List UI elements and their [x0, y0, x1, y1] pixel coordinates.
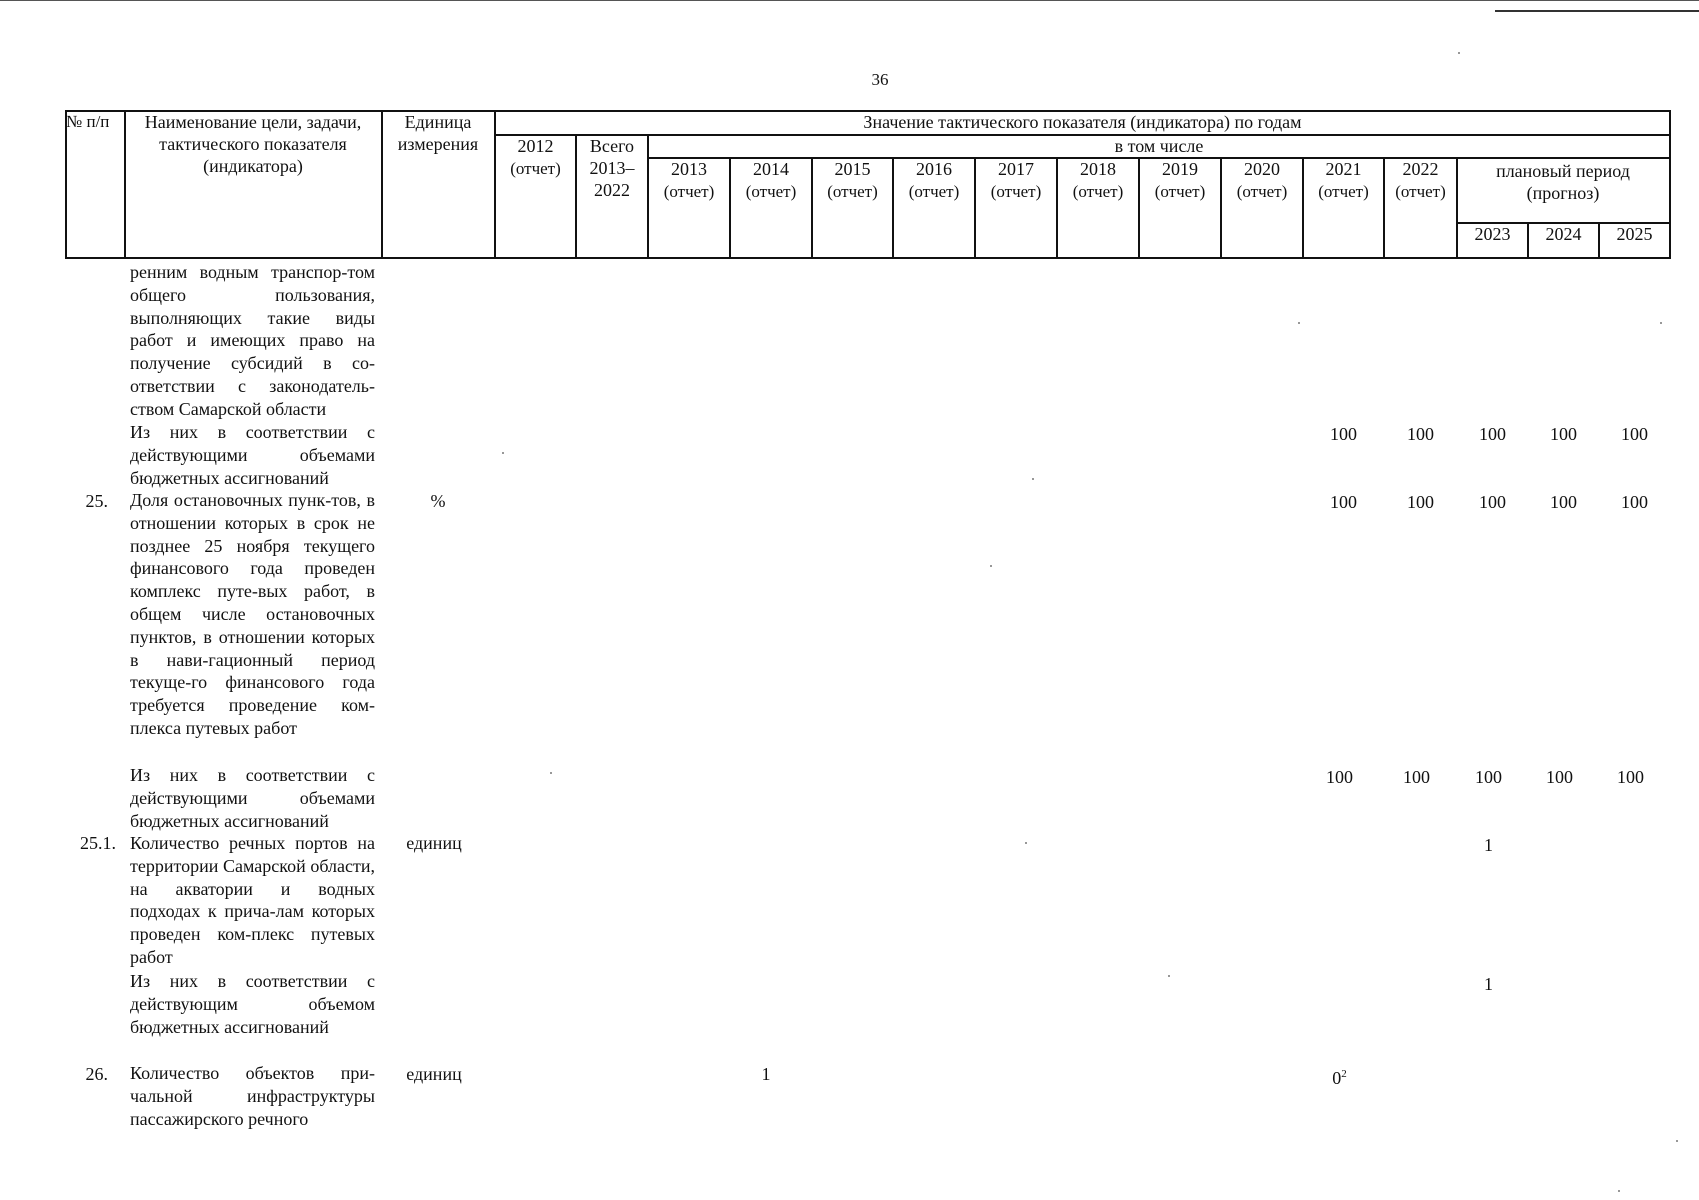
- header-col-num: № п/п: [66, 112, 110, 131]
- header-year-2019-sub: (отчет): [1154, 182, 1206, 201]
- header-year-2014-sub: (отчет): [745, 182, 797, 201]
- value-2014: 1: [761, 1064, 771, 1084]
- scan-speck: [1676, 1140, 1678, 1142]
- value-2021-main: 0: [1332, 1068, 1342, 1088]
- header-year-2013-sub: (отчет): [663, 182, 715, 201]
- page-number: 36: [871, 70, 889, 89]
- header-year-2016-sub: (отчет): [908, 182, 960, 201]
- header-plan-2024: 2024: [1545, 224, 1582, 244]
- scan-speck: [1025, 842, 1027, 844]
- header-2012-sub: (отчет): [510, 159, 561, 178]
- header-year-2016: 2016: [916, 159, 952, 179]
- scan-speck: [990, 565, 992, 567]
- value-2023: 1: [1484, 974, 1493, 994]
- header-year-2013: 2013: [671, 159, 707, 179]
- header-year-2017-sub: (отчет): [990, 182, 1042, 201]
- row-unit: единиц: [406, 1064, 462, 1084]
- value-2021: 100: [1326, 767, 1353, 787]
- value-2021: 100: [1330, 492, 1357, 512]
- row-description: Из них в соответствии с действующим объемом бюджетных ассигнований: [130, 971, 375, 1037]
- header-vline: [381, 110, 383, 259]
- value-2024: 100: [1550, 424, 1577, 444]
- header-in-total: в том числе: [1114, 136, 1204, 156]
- row-description: Из них в соответствии с действующими объемами бюджетных ассигнований: [130, 422, 375, 488]
- scan-speck: [1458, 52, 1460, 54]
- header-year-2014: 2014: [753, 159, 789, 179]
- footnote-mark: 2: [1341, 1068, 1347, 1080]
- header-col-name: Наименование цели, задачи, тактического показателя (индикатора): [144, 112, 362, 176]
- row-unit: единиц: [406, 833, 462, 853]
- value-2022: 100: [1407, 424, 1434, 444]
- header-year-2018: 2018: [1080, 159, 1116, 179]
- row-number: 26.: [85, 1064, 108, 1084]
- row-description: ренним водным транспор-том общего пользования, выполняющих такие виды работ и имеющих право на получение субсидий в со-ответствии с законодатель-ством Самарской области: [130, 262, 375, 419]
- value-2022: 100: [1407, 492, 1434, 512]
- header-col-total: Всего 2013– 2022: [589, 136, 635, 200]
- header-plan-2025: 2025: [1616, 224, 1653, 244]
- header-vline: [124, 110, 126, 259]
- header-year-2017: 2017: [998, 159, 1034, 179]
- header-year-2019: 2019: [1162, 159, 1198, 179]
- header-vline: [1669, 110, 1671, 259]
- scan-speck: [1168, 975, 1170, 977]
- header-year-2018-sub: (отчет): [1072, 182, 1124, 201]
- header-col-values: Значение тактического показателя (индикатора) по годам: [863, 112, 1302, 132]
- header-year-2015: 2015: [834, 159, 871, 179]
- page-top-border: [0, 0, 1699, 1]
- scan-mark-line: [1495, 10, 1699, 12]
- header-year-2022: 2022: [1402, 159, 1439, 179]
- scan-speck: [1618, 1190, 1620, 1192]
- value-2023: 1: [1484, 835, 1493, 855]
- scan-speck: [550, 772, 552, 774]
- value-2025: 100: [1621, 492, 1648, 512]
- row-description: Доля остановочных пунк-тов, в отношении которых в срок не позднее 25 ноября текущего финансового года проведен комплекс путе-вых работ, в общем числе остановочных пунктов, в отношении которых в нави-гационный период текуще-го финансового года требуется проведение ком-плекса путевых работ: [130, 490, 375, 738]
- row-description: Количество объектов при-чальной инфраструктуры пассажирского речного: [130, 1063, 375, 1129]
- header-plan-2023: 2023: [1474, 224, 1511, 244]
- value-2023: 100: [1479, 492, 1506, 512]
- value-2025: 100: [1617, 767, 1644, 787]
- value-2025: 100: [1621, 424, 1648, 444]
- row-number: 25.: [85, 491, 108, 511]
- scan-speck: [1298, 322, 1300, 324]
- value-2024: 100: [1546, 767, 1573, 787]
- row-number: 25.1.: [80, 833, 116, 853]
- scan-speck: [502, 452, 504, 454]
- header-vline: [575, 134, 577, 259]
- row-unit: %: [430, 491, 446, 511]
- value-2024: 100: [1550, 492, 1577, 512]
- header-bottom-border: [65, 257, 1671, 259]
- header-year-2020: 2020: [1244, 159, 1280, 179]
- value-2021: [1300, 1063, 1379, 1089]
- row-description: Из них в соответствии с действующими объемами бюджетных ассигнований: [130, 765, 375, 831]
- value-2023: 100: [1475, 767, 1502, 787]
- scan-speck: [1032, 478, 1034, 480]
- row-description: Количество речных портов на территории Самарской области, на акватории и водных подходах к прича-лам которых проведен ком-плекс путевых работ: [130, 833, 375, 967]
- header-col-unit: Единица измерения: [397, 112, 479, 154]
- header-plan-period: плановый период (прогноз): [1496, 161, 1630, 203]
- header-year-2020-sub: (отчет): [1236, 182, 1288, 201]
- value-2021: 100: [1330, 424, 1357, 444]
- value-2022: 100: [1403, 767, 1430, 787]
- value-2023: 100: [1479, 424, 1506, 444]
- header-year-2021: 2021: [1325, 159, 1362, 179]
- header-2012-year: 2012: [517, 136, 554, 156]
- scan-speck: [1660, 322, 1662, 324]
- header-year-2021-sub: (отчет): [1318, 182, 1369, 201]
- header-year-2022-sub: (отчет): [1395, 182, 1446, 201]
- header-year-2015-sub: (отчет): [827, 182, 878, 201]
